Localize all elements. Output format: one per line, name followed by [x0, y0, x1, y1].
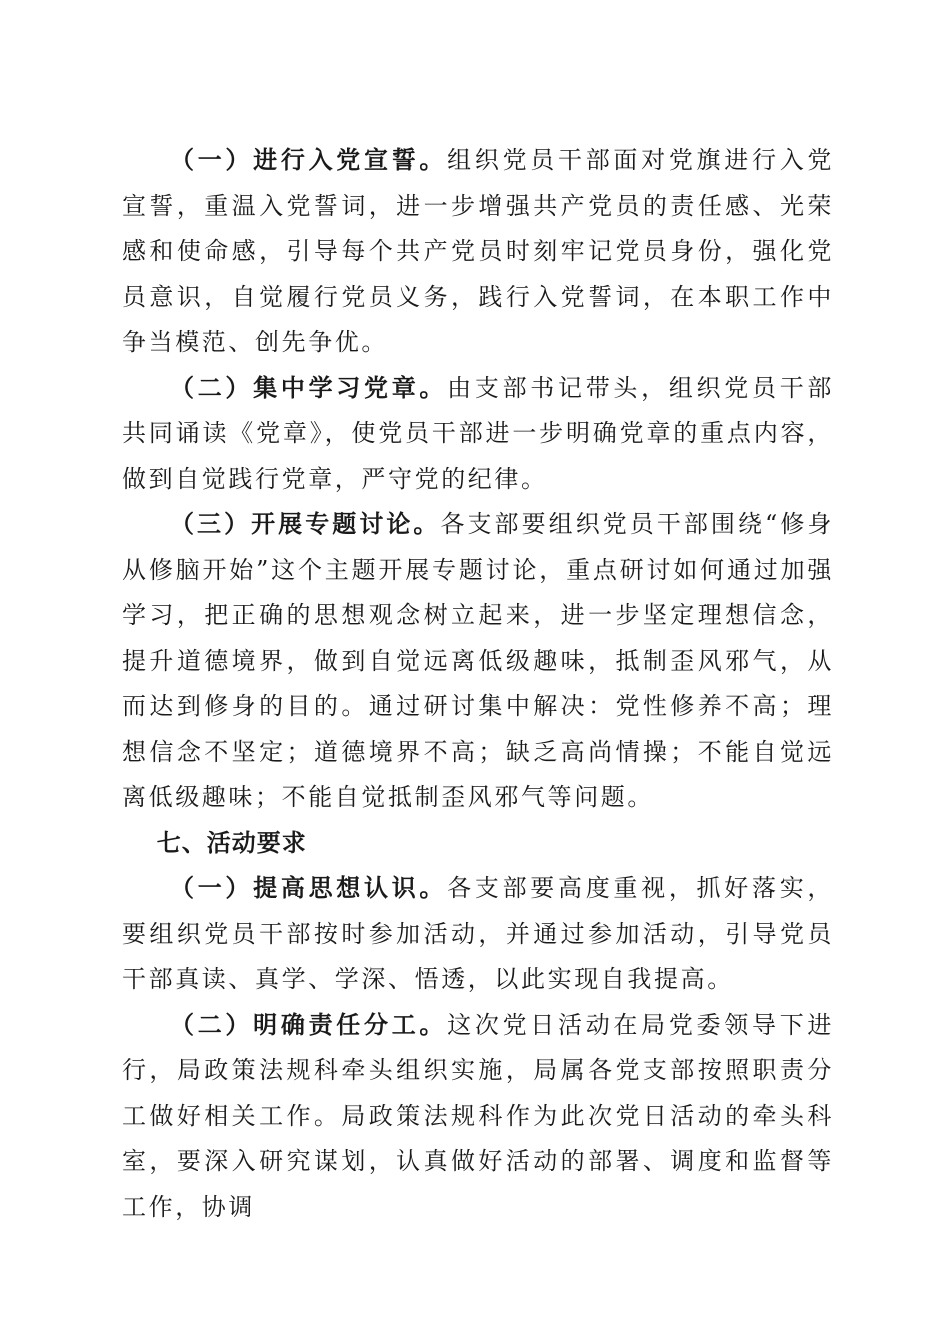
paragraph-text: 各支部要组织党员干部围绕“修身从修脑开始”这个主题开展专题讨论，重点研讨如何通过加强学习，把正确的思想观念树立起来，进一步坚定理想信念，提升道德境界，做到自觉远离低级趣味，抵制歪风邪气，从而达到修身的目的。通过研讨集中解决：党性修养不高；理想信念不坚定；道德境界不高；缺乏高尚情操；不能自觉远离低级趣味；不能自觉抵制歪风邪气等问题。: [122, 510, 834, 811]
paragraph-text: 组织党员干部面对党旗进行入党宣誓，重温入党誓词，进一步增强共产党员的责任感、光荣感和使命感，引导每个共产党员时刻牢记党员身份，强化党员意识，自觉履行党员义务，践行入党誓词，在本职工作中争当模范、创先争优。: [122, 146, 835, 356]
paragraph-lead: （二）集中学习党章。: [170, 373, 448, 402]
paragraph-responsibility: [122, 1003, 834, 1231]
paragraph-study-charter: [122, 366, 834, 503]
paragraph-text: 各支部要高度重视，抓好落实，要组织党员干部按时参加活动，并通过参加活动，引导党员干部真读、真学、学深、悟透，以此实现自我提高。: [122, 874, 835, 993]
paragraph-awareness: [122, 866, 834, 1003]
paragraph-lead: （一）进行入党宣誓。: [170, 146, 448, 174]
paragraph-discussion: [122, 502, 834, 821]
paragraph-lead: （二）明确责任分工。: [170, 1010, 448, 1039]
document-body: [122, 138, 834, 1230]
paragraph-lead: （一）提高思想认识。: [170, 874, 448, 902]
section-heading: 七、活动要求: [156, 828, 307, 857]
paragraph-oath: [122, 138, 834, 366]
paragraph-text: 由支部书记带头，组织党员干部共同诵读《党章》，使党员干部进一步明确党章的重点内容，做到自觉践行党章，严守党的纪律。: [122, 373, 835, 493]
paragraph-text: 这次党日活动在局党委领导下进行，局政策法规科牵头组织实施，局属各党支部按照职责分工做好相关工作。局政策法规科作为此次党日活动的牵头科室，要深入研究谋划，认真做好活动的部署、调度和监督等工作，协调: [122, 1010, 835, 1221]
paragraph-lead: （三）开展专题讨论。: [170, 510, 441, 538]
